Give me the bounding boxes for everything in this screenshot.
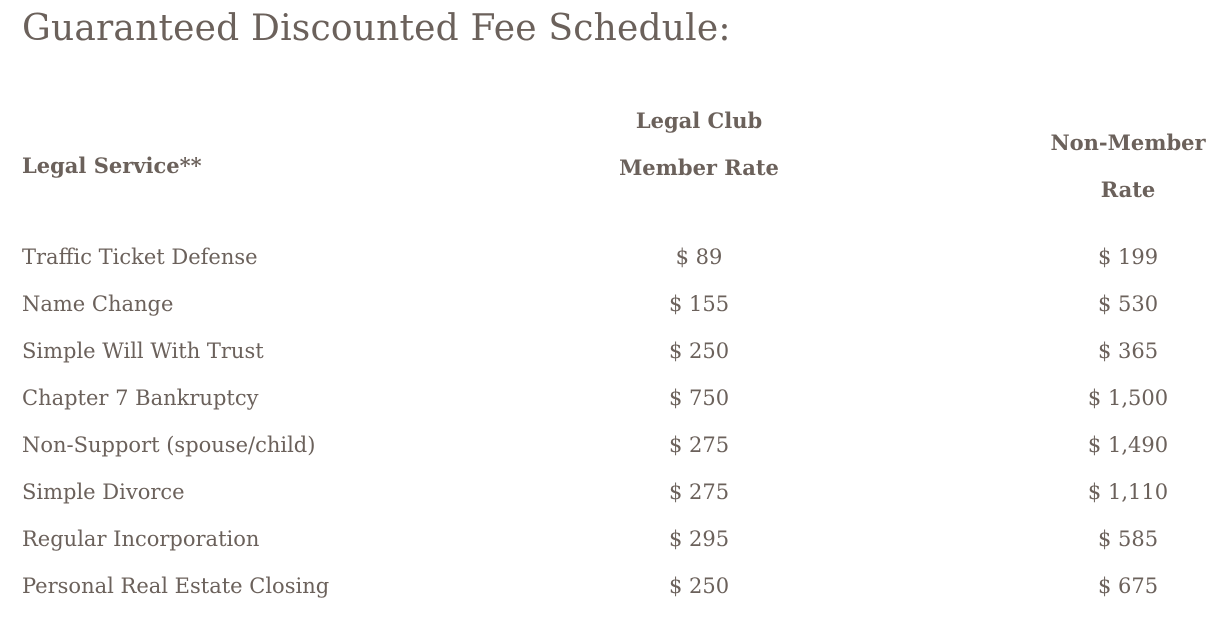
non-member-rate: $ 199 xyxy=(1097,245,1159,269)
column-header-member-rate-line1: Legal Club xyxy=(635,108,763,133)
non-member-rate: $ 1,500 xyxy=(1087,386,1169,410)
member-rate: $ 250 xyxy=(668,574,730,598)
table-row xyxy=(0,234,1228,281)
table-row xyxy=(0,422,1228,469)
column-header-non-member-rate xyxy=(1028,119,1228,213)
table-row xyxy=(0,328,1228,375)
service-name: Simple Will With Trust xyxy=(22,339,264,363)
service-name: Traffic Ticket Defense xyxy=(22,245,258,269)
member-rate: $ 250 xyxy=(668,339,730,363)
table-row xyxy=(0,375,1228,422)
column-header-member-rate-line2: Member Rate xyxy=(619,155,779,180)
member-rate: $ 89 xyxy=(675,245,723,269)
non-member-rate: $ 1,110 xyxy=(1087,480,1169,504)
non-member-rate: $ 585 xyxy=(1097,527,1159,551)
table-row xyxy=(0,516,1228,563)
column-header-legal-service xyxy=(22,142,202,189)
service-name: Personal Real Estate Closing xyxy=(22,574,330,598)
service-name: Non-Support (spouse/child) xyxy=(22,433,316,457)
page-title: Guaranteed Discounted Fee Schedule: xyxy=(22,8,731,49)
service-name: Chapter 7 Bankruptcy xyxy=(22,386,259,410)
fee-schedule-table xyxy=(0,234,1228,610)
non-member-rate: $ 365 xyxy=(1097,339,1159,363)
column-header-non-member-rate-line1: Non-Member xyxy=(1050,130,1206,155)
member-rate: $ 295 xyxy=(668,527,730,551)
member-rate: $ 155 xyxy=(668,292,730,316)
service-name: Simple Divorce xyxy=(22,480,185,504)
column-header-non-member-rate-line2: Rate xyxy=(1100,177,1156,202)
non-member-rate: $ 530 xyxy=(1097,292,1159,316)
member-rate: $ 750 xyxy=(668,386,730,410)
table-row xyxy=(0,563,1228,610)
member-rate: $ 275 xyxy=(668,433,730,457)
table-row xyxy=(0,281,1228,328)
service-name: Name Change xyxy=(22,292,174,316)
member-rate: $ 275 xyxy=(668,480,730,504)
column-header-member-rate xyxy=(598,97,800,191)
non-member-rate: $ 675 xyxy=(1097,574,1159,598)
non-member-rate: $ 1,490 xyxy=(1087,433,1169,457)
column-header-legal-service-label: Legal Service** xyxy=(22,153,202,178)
table-row xyxy=(0,469,1228,516)
service-name: Regular Incorporation xyxy=(22,527,260,551)
